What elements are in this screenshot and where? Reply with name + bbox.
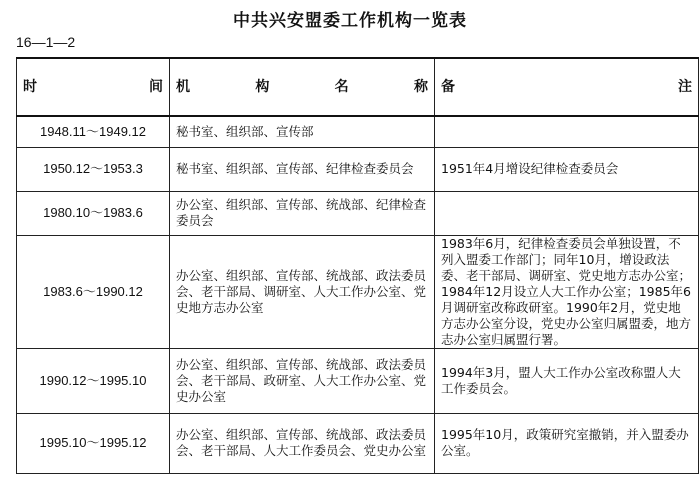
cell-time: 1948.11～1949.12 [17, 116, 170, 147]
cell-org: 办公室、组织部、宣传部、统战部、政法委员会、老干部局、调研室、人大工作办公室、党史地方志办公室 [170, 235, 435, 348]
table-row [17, 413, 699, 473]
cell-org: 秘书室、组织部、宣传部、纪律检查委员会 [170, 147, 435, 191]
cell-note: 1983年6月，纪律检查委员会单独设置，不列入盟委工作部门；同年10月，增设政法委、老干部局、调研室、党史地方志办公室；1984年12月设立人大工作办公室；1985年6月调研室改称政研室。1990年2月，党史地方志办公室分设，党史办公室归属盟委，地方志办公室归属盟行署。 [435, 235, 699, 348]
cell-time: 1990.12～1995.10 [17, 348, 170, 413]
cell-org: 办公室、组织部、宣传部、统战部、政法委员会、老干部局、政研室、人大工作办公室、党史办公室 [170, 348, 435, 413]
header-org-name: 机构名称 [170, 58, 435, 116]
cell-time: 1995.10～1995.12 [17, 413, 170, 473]
page-title: 中共兴安盟委工作机构一览表 [233, 11, 467, 31]
table-row [17, 348, 699, 413]
header-time: 时间 [17, 58, 170, 116]
org-table [16, 57, 699, 474]
table-header-row [17, 58, 699, 116]
cell-time: 1980.10～1983.6 [17, 191, 170, 235]
cell-note: 1994年3月，盟人大工作办公室改称盟人大工作委员会。 [435, 348, 699, 413]
cell-org: 办公室、组织部、宣传部、统战部、政法委员会、老干部局、人大工作委员会、党史办公室 [170, 413, 435, 473]
header-note: 备注 [435, 58, 699, 116]
table-row [17, 235, 699, 348]
table-row [17, 191, 699, 235]
cell-note [435, 191, 699, 235]
cell-time: 1950.12～1953.3 [17, 147, 170, 191]
cell-org: 办公室、组织部、宣传部、统战部、纪律检查委员会 [170, 191, 435, 235]
table-number: 16—1—2 [16, 34, 76, 50]
cell-note [435, 116, 699, 147]
cell-note: 1995年10月，政策研究室撤销，并入盟委办公室。 [435, 413, 699, 473]
cell-note: 1951年4月增设纪律检查委员会 [435, 147, 699, 191]
cell-time: 1983.6～1990.12 [17, 235, 170, 348]
table-row [17, 116, 699, 147]
cell-org: 秘书室、组织部、宣传部 [170, 116, 435, 147]
table-row [17, 147, 699, 191]
